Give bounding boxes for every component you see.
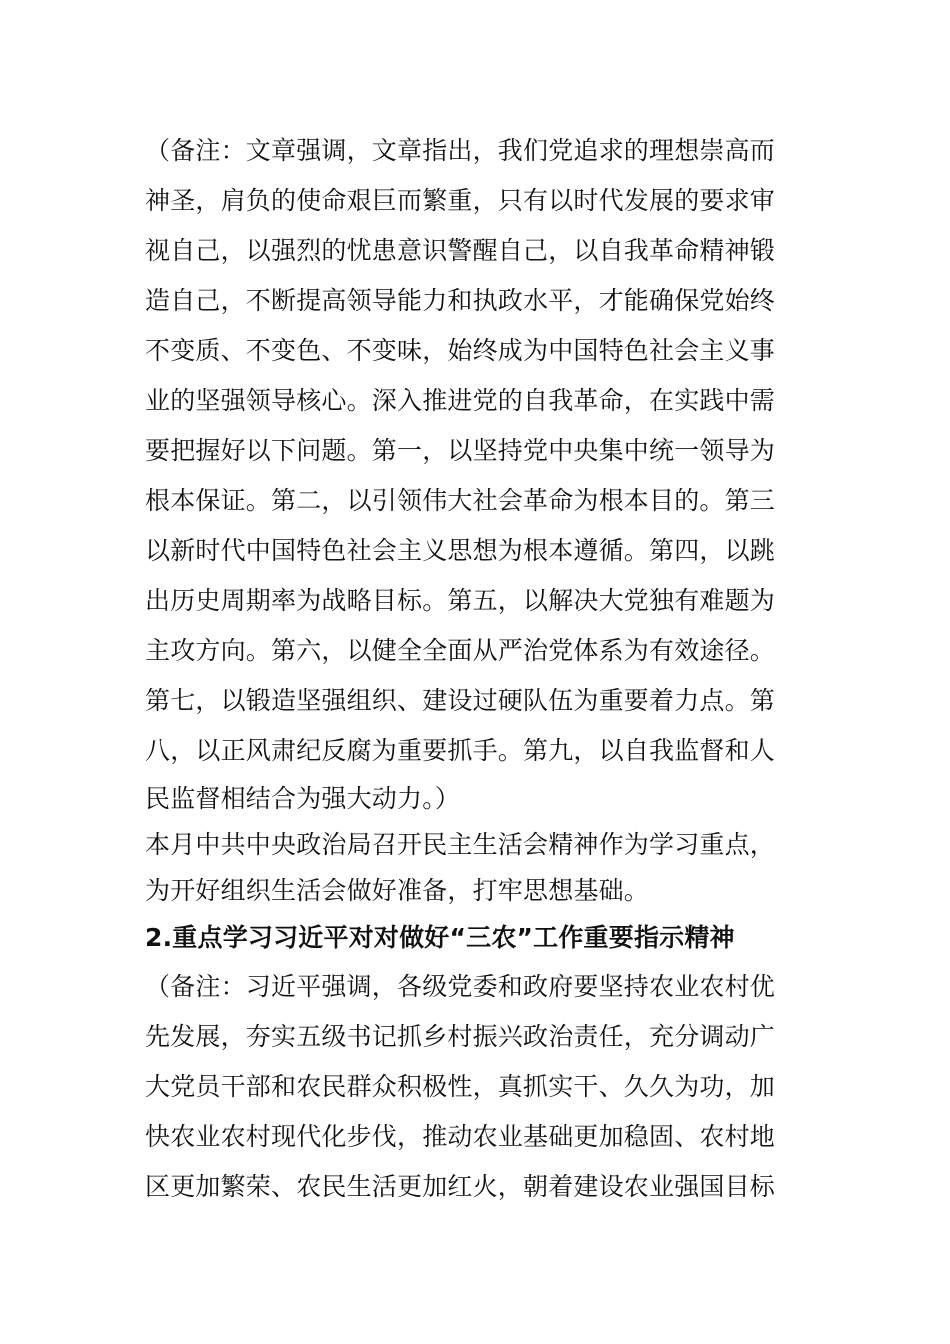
text-line: 造自己，不断提高领导能力和执政水平，才能确保党始终 xyxy=(145,286,776,315)
text-line: 业的坚强领导核心。深入推进党的自我革命，在实践中需 xyxy=(145,386,776,415)
text-line: 神圣，肩负的使命艰巨而繁重，只有以时代发展的要求审 xyxy=(145,186,776,215)
text-line: 第七，以锻造坚强组织、建设过硬队伍为重要着力点。第 xyxy=(145,686,776,715)
text-line: 快农业农村现代化步伐，推动农业基础更加稳固、农村地 xyxy=(145,1122,776,1151)
text-line: 先发展，夯实五级书记抓乡村振兴政治责任，充分调动广 xyxy=(145,1022,776,1051)
text-line: 区更加繁荣、农民生活更加红火，朝着建设农业强国目标 xyxy=(145,1172,776,1201)
text-line: 根本保证。第二，以引领伟大社会革命为根本目的。第三 xyxy=(145,486,776,515)
text-line: 主攻方向。第六，以健全全面从严治党体系为有效途径。 xyxy=(145,636,776,665)
note-paragraph-2 xyxy=(145,962,810,1212)
text-line: 出历史周期率为战略目标。第五，以解决大党独有难题为 xyxy=(145,586,776,615)
text-line: （备注：习近平强调，各级党委和政府要坚持农业农村优 xyxy=(145,972,776,1001)
text-line: （备注：文章强调，文章指出，我们党追求的理想崇高而 xyxy=(145,136,776,165)
text-line: 大党员干部和农民群众积极性，真抓实干、久久为功，加 xyxy=(145,1072,776,1101)
text-line: 民监督相结合为强大动力。） xyxy=(145,784,461,813)
text-line: 要把握好以下问题。第一，以坚持党中央集中统一领导为 xyxy=(145,436,776,465)
study-paragraph xyxy=(145,822,810,914)
text-line: 为开好组织生活会做好准备，打牢思想基础。 xyxy=(145,876,650,905)
note-paragraph-1 xyxy=(145,126,810,822)
text-line: 视自己，以强烈的忧患意识警醒自己，以自我革命精神锻 xyxy=(145,236,776,265)
section-heading-2: 2.重点学习习近平对对做好“三农”工作重要指示精神 xyxy=(145,923,735,952)
text-line: 以新时代中国特色社会主义思想为根本遵循。第四，以跳 xyxy=(145,536,776,565)
text-line: 八，以正风肃纪反腐为重要抓手。第九，以自我监督和人 xyxy=(145,736,776,765)
document-body xyxy=(145,126,810,1212)
text-line: 本月中共中央政治局召开民主生活会精神作为学习重点， xyxy=(145,830,776,859)
text-line: 不变质、不变色、不变味，始终成为中国特色社会主义事 xyxy=(145,336,776,365)
